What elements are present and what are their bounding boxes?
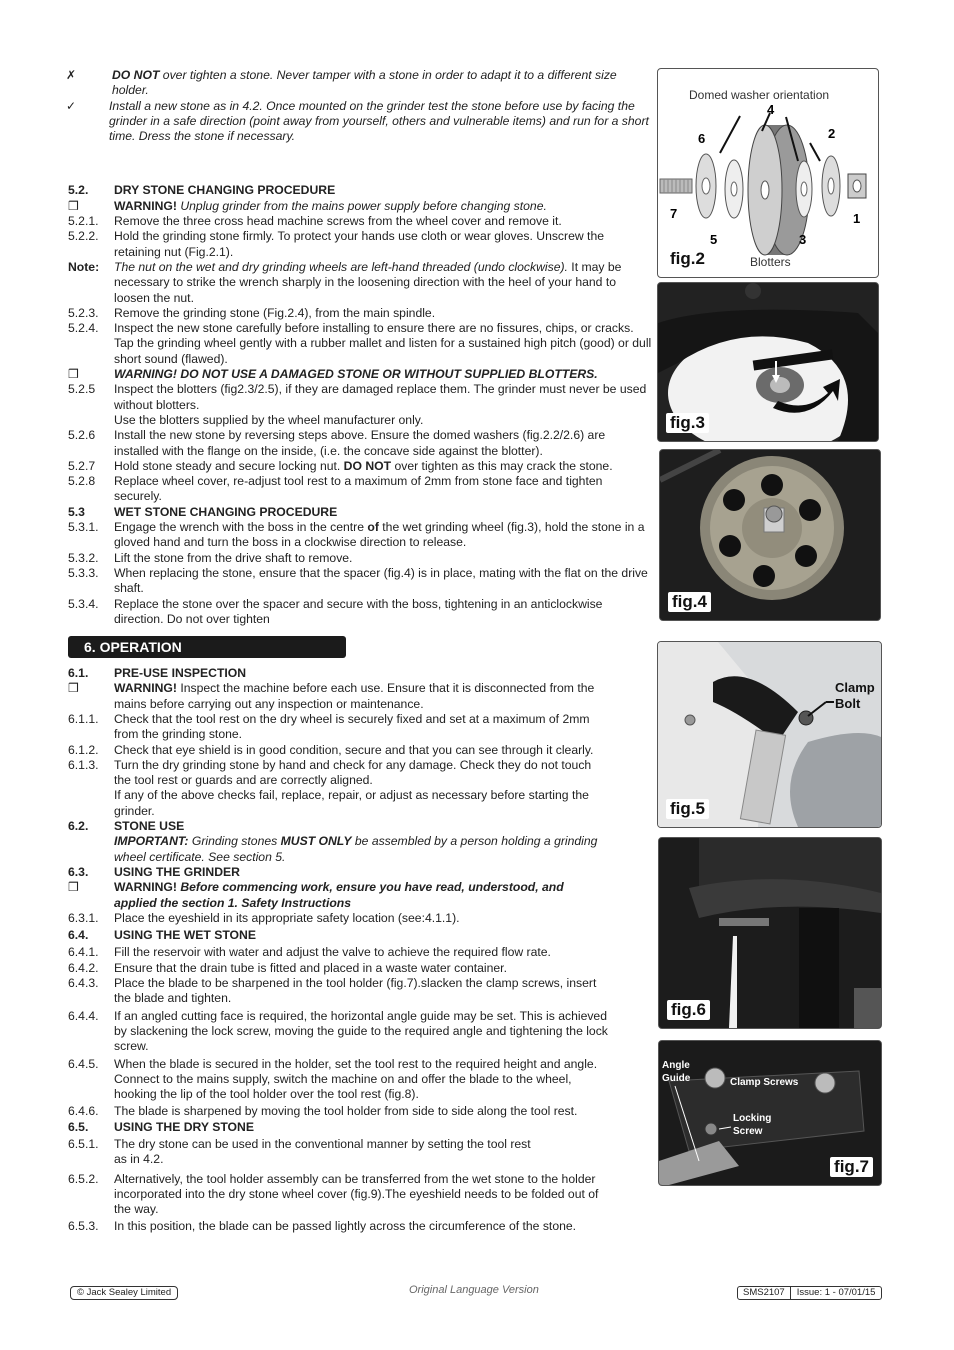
important-certificate: IMPORTANT: Grinding stones MUST ONLY be assembled by a person holding a grinding wheel certificate. See section 5. — [114, 834, 598, 864]
fig6-label: fig.6 — [667, 1000, 710, 1020]
step-5-2-3: 5.2.3. Remove the grinding stone (Fig.2.4), from the main spindle. — [68, 305, 436, 320]
svg-text:Bolt: Bolt — [835, 696, 861, 711]
exploded-wheel-diagram — [658, 69, 878, 277]
operation-section — [68, 666, 608, 1235]
cross-icon: ✗ — [66, 68, 77, 82]
step-5-3-2: 5.3.2. Lift the stone from the drive shaft to remove. — [68, 550, 353, 565]
section-6-1-heading: 6.1. PRE-USE INSPECTION — [68, 666, 247, 681]
step-6-1-2: 6.1.2. Check that eye shield is in good condition, secure and that you can see through it clearly. — [68, 742, 594, 757]
section-6-operation-banner: 6. OPERATION — [68, 636, 346, 658]
svg-text:Clamp Screws: Clamp Screws — [730, 1077, 799, 1088]
footer-language-note: Original Language Version — [409, 1284, 539, 1296]
step-5-3-1: 5.3.1. Engage the wrench with the boss in the centre of the wet grinding wheel (fig.3), hold the stone in a gloved hand and turn the boss in a clockwise direction to release. — [68, 520, 645, 550]
svg-text:Locking: Locking — [733, 1113, 772, 1124]
svg-text:5: 5 — [710, 232, 718, 247]
step-6-5-3: 6.5.3. In this position, the blade can be passed lightly across the circumference of the stone. — [68, 1219, 577, 1234]
tick-icon: ✓ — [66, 98, 77, 113]
fig7-label: fig.7 — [830, 1157, 873, 1177]
fig5-label: fig.5 — [666, 799, 709, 819]
clamp-screw-right — [815, 1073, 835, 1093]
blotters-label: Blotters — [750, 255, 791, 269]
footer-copyright: © Jack Sealey Limited — [70, 1286, 178, 1300]
shaft-thread — [664, 179, 688, 193]
section-5-2-heading: 5.2. DRY STONE CHANGING PROCEDURE — [68, 183, 336, 198]
step-5-2-4: 5.2.4. Inspect the new stone carefully before installing to ensure there are no fissures, chips, or cracks. Tap the grinding wheel gently with a rubber mallet and listen for a sustained high pitch (good) or dull short sound (flawed). — [68, 321, 652, 366]
figure-2-exploded-view — [657, 68, 879, 278]
checkbox-icon: ❒ — [68, 198, 79, 213]
fig2-label: fig.2 — [666, 249, 709, 269]
fig2-caption: Domed washer orientation — [689, 88, 830, 102]
svg-text:Clamp: Clamp — [835, 680, 875, 695]
warning-safety-instructions: ❒ WARNING! Before commencing work, ensure you have read, understood, and applied the section 1. Safety Instructions — [68, 880, 564, 910]
svg-text:6: 6 — [698, 131, 706, 146]
step-6-5-2: 6.5.2. Alternatively, the tool holder assembly can be transferred from the wet stone to the holder incorporated into the dry stone wheel cover (fig.9).The eyeshield needs to be folded out of the way. — [68, 1171, 599, 1217]
step-5-2-2: 5.2.2. Hold the grinding stone firmly. To protect your hands use cloth or wear gloves. Unscrew the retaining nut (Fig.2.1). — [68, 229, 604, 259]
step-5-2-1: 5.2.1. Remove the three cross head machine screws from the wheel cover and remove it. — [68, 214, 562, 229]
fig3-label: fig.3 — [666, 413, 709, 433]
step-6-4-5: 6.4.5. When the blade is secured in the holder, set the tool rest to the required height and angle. Connect to the mains supply, switch the machine on and offer the blade to the wheel, hooking the lip of the tool holder over the tool rest (fig.8). — [68, 1056, 598, 1102]
step-6-1-1: 6.1.1. Check that the tool rest on the dry wheel is securely fixed and set at a maximum of 2mm from the grinding stone. — [68, 711, 590, 742]
step-6-4-4: 6.4.4. If an angled cutting face is required, the horizontal angle guide may be set. This is achieved by slackening the lock screw, moving the guide to the required angle and tightening the lock screw. — [68, 1008, 608, 1054]
section-6-4-heading: 6.4. USING THE WET STONE — [68, 928, 256, 943]
svg-text:4: 4 — [767, 102, 775, 117]
svg-text:Screw: Screw — [733, 1126, 763, 1137]
section-6-2-heading: 6.2. STONE USE — [68, 819, 185, 834]
step-5-2-6: 5.2.6 Install the new stone by reversing steps above. Ensure the domed washers (fig.2.2/2.6) are installed with the flange on the inside, (i.e. the concave side against the blotter). — [68, 428, 606, 458]
section-6-5-heading: 6.5. USING THE DRY STONE — [68, 1119, 254, 1134]
checkbox-icon: ❒ — [68, 880, 79, 895]
step-5-2-7: 5.2.7 Hold stone steady and secure locking nut. DO NOT over tighten as this may crack the stone. — [68, 458, 613, 473]
step-5-3-3: 5.3.3. When replacing the stone, ensure that the spacer (fig.4) is in place, mating with the flat on the drive shaft. — [68, 565, 648, 596]
svg-text:Guide: Guide — [662, 1073, 691, 1084]
checkbox-icon: ❒ — [68, 681, 79, 696]
caution-install: ✓ Install a new stone as in 4.2. Once mounted on the grinder test the stone before use by facing the grinder in a safe direction (point away from yourself, others and vulnerable items) and run for a short time. Dress the stone if necessary. — [66, 98, 649, 144]
section-5-3-heading: 5.3 WET STONE CHANGING PROCEDURE — [68, 504, 338, 519]
note-left-hand-thread: Note: The nut on the wet and dry grinding wheels are left-hand threaded (undo clockwise). It may be necessary to strike the wrench sharply in the loosening direction with the heel of your hand to loosen the nut. — [68, 259, 622, 305]
checkbox-icon: ❒ — [68, 367, 79, 382]
svg-text:1: 1 — [853, 211, 861, 226]
figure-5-photo — [657, 641, 882, 828]
instructions-column — [68, 68, 653, 1235]
step-6-4-3: 6.4.3. Place the blade to be sharpened in the tool holder (fig.7).slacken the clamp screws, insert the blade and tighten. — [68, 976, 597, 1006]
locking-screw — [705, 1123, 717, 1135]
step-5-3-4: 5.3.4. Replace the stone over the spacer and secure with the boss, tightening in an anticlockwise direction. Do not over tighten — [68, 596, 603, 626]
warning-damaged-stone: ❒ WARNING! DO NOT USE A DAMAGED STONE OR WITHOUT SUPPLIED BLOTTERS. — [68, 367, 598, 382]
warning-pre-use: ❒ WARNING! Inspect the machine before each use. Ensure that it is disconnected from the mains before carrying out any inspection or maintenance. — [68, 681, 595, 711]
figure-3-photo — [657, 282, 879, 442]
step-6-5-1: 6.5.1. The dry stone can be used in the conventional manner by setting the tool rest as in 4.2. — [68, 1137, 531, 1167]
step-5-2-8: 5.2.8 Replace wheel cover, re-adjust tool rest to a maximum of 2mm from stone face and tighten securely. — [68, 474, 603, 504]
step-6-3-1: 6.3.1. Place the eyeshield in its appropriate safety location (see:4.1.1). — [68, 910, 460, 925]
warning-unplug: ❒ WARNING! Unplug grinder from the mains power supply before changing stone. — [68, 198, 547, 213]
step-6-1-3: 6.1.3. Turn the dry grinding stone by hand and check for any damage. Check they do not touch the tool rest or guards and are correctly aligned. If any of the above checks fail, replace, repair, or adjust as necessary before starting the grinder. — [68, 757, 592, 818]
step-6-4-6: 6.4.6. The blade is sharpened by moving the tool holder from side to side along the tool rest. — [68, 1104, 578, 1119]
svg-text:2: 2 — [828, 126, 836, 141]
figure-7-photo — [658, 1040, 882, 1186]
fig4-label: fig.4 — [668, 592, 711, 612]
svg-text:3: 3 — [799, 232, 807, 247]
step-6-4-2: 6.4.2. Ensure that the drain tube is fitted and placed in a waste water container. — [68, 960, 507, 975]
svg-text:7: 7 — [670, 206, 678, 221]
step-6-4-1: 6.4.1. Fill the reservoir with water and adjust the valve to achieve the required flow rate. — [68, 945, 551, 960]
caution-do-not: ✗ DO NOT over tighten a stone. Never tamper with a stone in order to adapt it to a different size holder. — [66, 68, 617, 98]
figure-6-photo — [658, 837, 882, 1029]
clamp-screw-left — [705, 1068, 725, 1088]
figure-4-photo — [659, 449, 881, 621]
svg-text:Angle: Angle — [662, 1060, 690, 1071]
footer-document-code: SMS2107 Issue: 1 - 07/01/15 — [737, 1286, 882, 1300]
step-5-2-5: 5.2.5 Inspect the blotters (fig2.3/2.5), if they are damaged replace them. The grinder must never be used without blotters. Use the blotters supplied by the wheel manufacturer only. — [68, 382, 647, 427]
section-6-3-heading: 6.3. USING THE GRINDER — [68, 864, 240, 879]
